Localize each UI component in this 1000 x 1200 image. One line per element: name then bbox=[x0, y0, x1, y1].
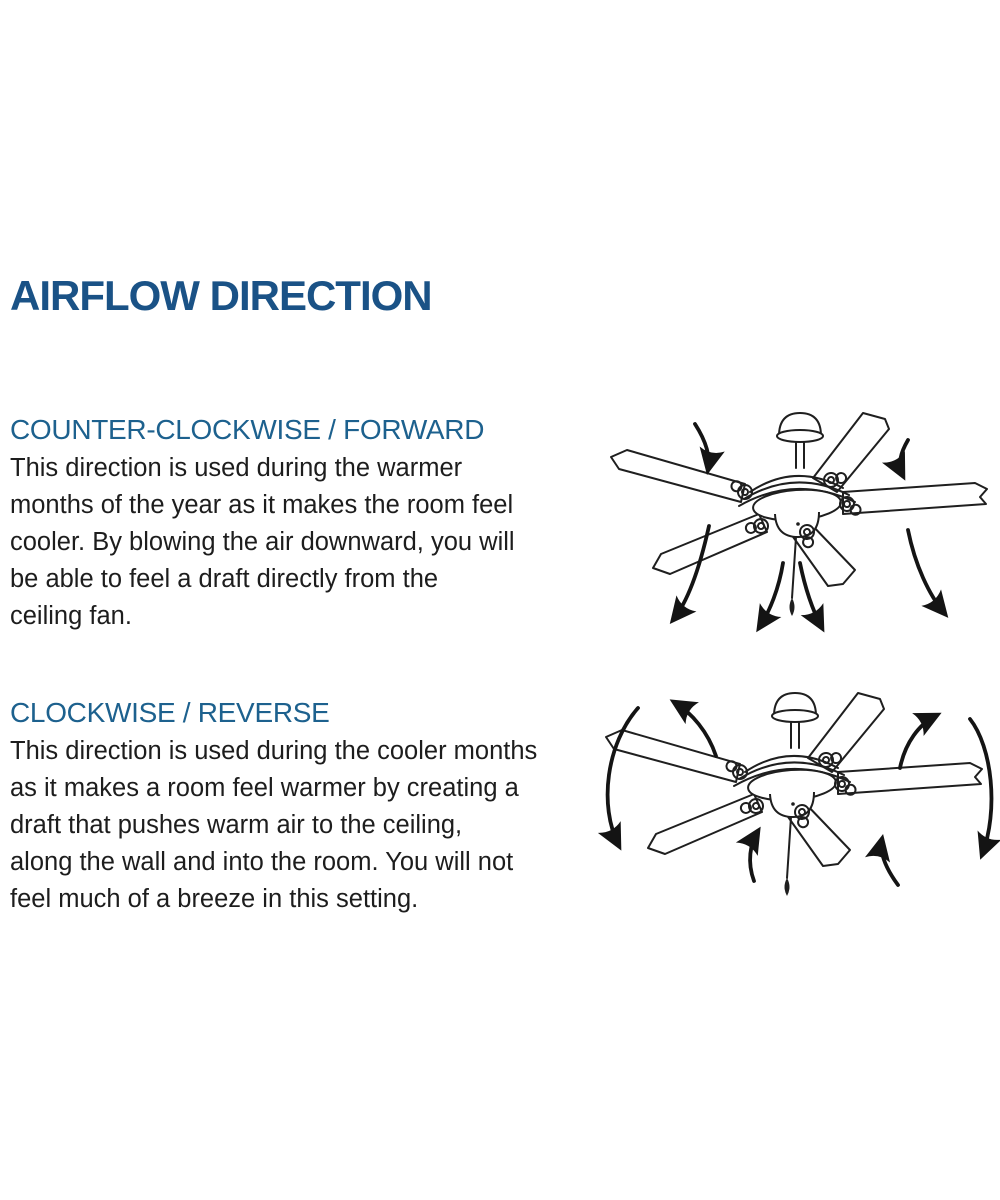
body-text-line: as it makes a room feel warmer by creating a bbox=[10, 774, 519, 802]
down-arrow-top-right bbox=[900, 440, 908, 476]
body-text-line: along the wall and into the room. You will not bbox=[10, 848, 514, 876]
body-text-line: This direction is used during the warmer bbox=[10, 454, 463, 482]
body-text-line: This direction is used during the cooler months bbox=[10, 737, 538, 765]
body-text-line: cooler. By blowing the air downward, you will bbox=[10, 528, 515, 556]
up-arrow-over-right-blade bbox=[900, 715, 937, 768]
section-body-forward bbox=[10, 450, 610, 635]
up-arrow-right-of-center bbox=[881, 839, 898, 885]
body-text-line: months of the year as it makes the room feel bbox=[10, 491, 514, 519]
page-title: AIRFLOW DIRECTION bbox=[10, 272, 432, 319]
ceiling-fan-drawing bbox=[611, 413, 987, 616]
down-arrow-left-wall bbox=[608, 708, 638, 846]
down-arrow-bottom-right bbox=[908, 530, 945, 614]
section-heading-forward: COUNTER-CLOCKWISE / FORWARD bbox=[10, 414, 485, 445]
body-text-line: be able to feel a draft directly from the bbox=[10, 565, 439, 593]
body-text-line: feel much of a breeze in this setting. bbox=[10, 885, 419, 913]
body-text-line: draft that pushes warm air to the ceiling, bbox=[10, 811, 463, 839]
down-arrow-right-wall bbox=[970, 719, 991, 855]
up-arrow-center bbox=[750, 831, 758, 881]
fan-reverse-illustration bbox=[590, 680, 1000, 940]
section-heading-reverse: CLOCKWISE / REVERSE bbox=[10, 697, 330, 728]
section-body-reverse bbox=[10, 733, 610, 918]
down-arrow-center-left bbox=[759, 563, 783, 628]
body-text-line: ceiling fan. bbox=[10, 602, 132, 630]
down-arrow-top-left bbox=[695, 424, 709, 470]
fan-forward-illustration bbox=[595, 400, 1000, 660]
